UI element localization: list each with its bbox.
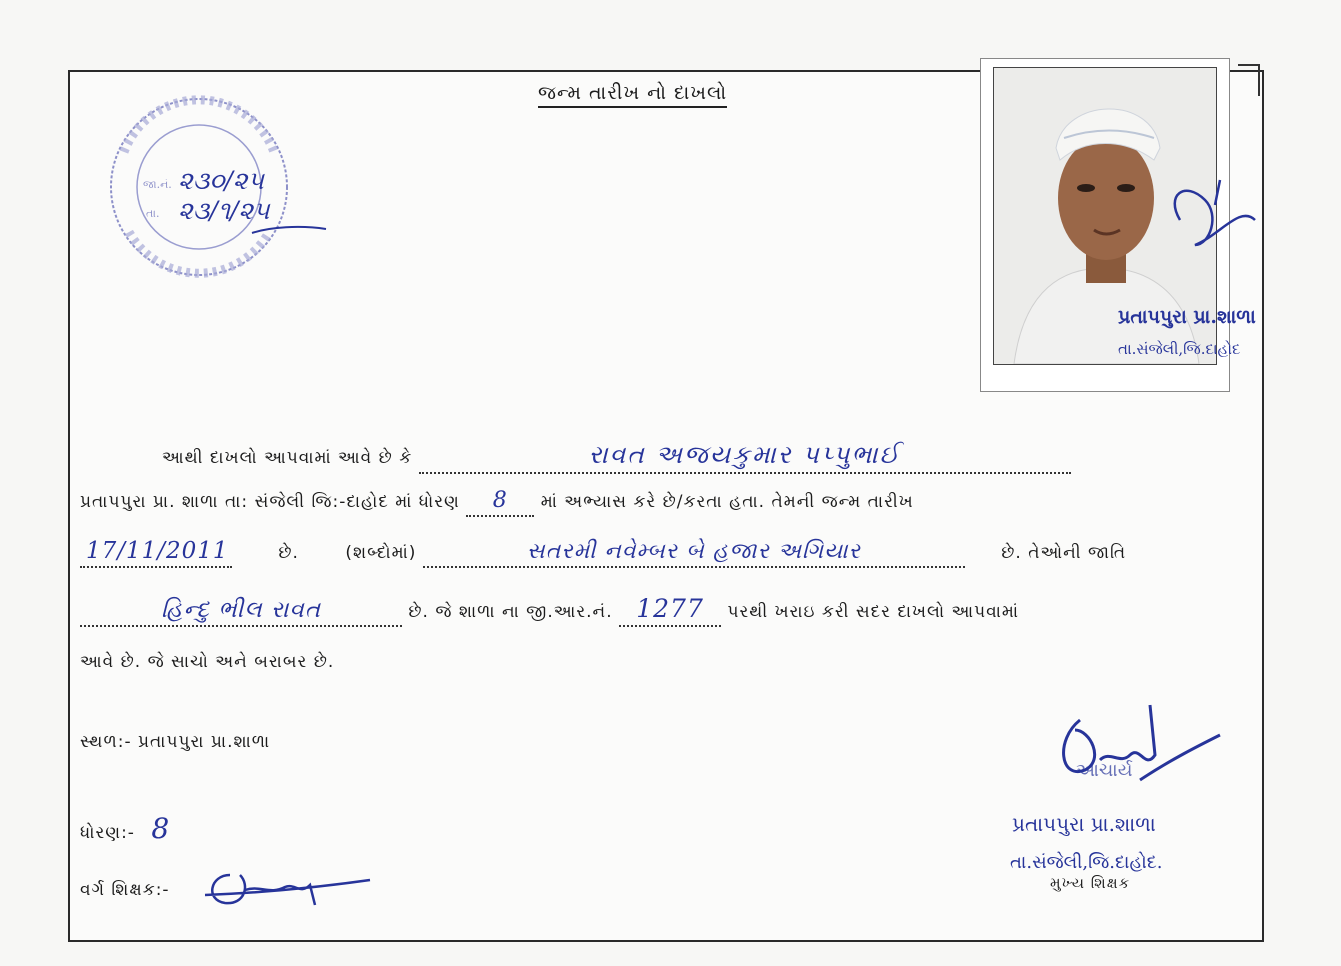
- class-teacher-row: [80, 880, 170, 900]
- dob-in-words: સતરમી નવેમ્બર બે હજાર અગિયાર: [423, 539, 965, 568]
- body-line-2: [80, 488, 914, 517]
- standard-value: 8: [466, 488, 534, 517]
- body-line-3: [80, 538, 1126, 568]
- body-line-1: [162, 440, 1071, 474]
- study-text: માં અભ્યાસ કરે છે/કરતા હતા. તેમની જન્મ તારીખ: [540, 492, 914, 512]
- body-line-4: [80, 594, 1019, 627]
- stamp-date-value: ૨૩/૧/૨૫: [178, 196, 270, 225]
- stamp-date-label: તા.: [146, 207, 160, 220]
- student-name: રાવત અજયકુમાર પપ્પુભાઈ: [419, 440, 1071, 474]
- photo-stamp-line2: તા.સંજેલી,જિ.દાહોદ: [1118, 340, 1241, 358]
- class-teacher-label: વર્ગ શિક્ષક:-: [80, 880, 170, 900]
- certificate-title: જન્મ તારીખ નો દાખલો: [538, 82, 727, 108]
- principal-signature: [1050, 700, 1230, 800]
- closing-text: આવે છે. જે સાચો અને બરાબર છે.: [80, 652, 335, 672]
- standard-row: [80, 812, 170, 845]
- principal-label: મુખ્ય શિક્ષક: [1050, 874, 1131, 892]
- intro-text: આથી દાખલો આપવામાં આવે છે કે: [162, 448, 413, 468]
- date-of-birth: 17/11/2011: [80, 538, 232, 568]
- stamp-pen-stroke: [250, 215, 330, 245]
- gr-text: છે. જે શાળા ના જી.આર.નં.: [408, 602, 613, 622]
- stamp-number-label: જા.નં.: [143, 178, 172, 191]
- class-teacher-signature: [200, 855, 380, 915]
- gr-number: 1277: [619, 594, 721, 627]
- che-text: છે.: [278, 543, 299, 563]
- verify-text: પરથી ખરાઇ કરી સદર દાખલો આપવામાં: [727, 602, 1020, 622]
- principal-stamp-line2: તા.સંજેલી,જિ.દાહોદ.: [1010, 852, 1163, 873]
- caste-label: છે. તેઓની જાતિ: [1001, 543, 1127, 563]
- in-words-label: (શબ્દોમાં): [345, 543, 417, 563]
- principal-stamp-word: આચાર્ય: [1076, 760, 1133, 781]
- photo-signature: [1160, 175, 1270, 270]
- stamp-number-value: ૨૩૦/૨૫: [178, 166, 264, 195]
- caste-value: હિન્દુ ભીલ રાવત: [80, 597, 402, 627]
- frame-corner: [1238, 64, 1260, 96]
- place-label: સ્થળ:- પ્રતાપપુરા પ્રા.શાળા: [80, 732, 271, 752]
- photo-stamp-line1: પ્રતાપપુરા પ્રા.શાળા: [1118, 306, 1256, 328]
- school-text: પ્રતાપપુરા પ્રા. શાળા તા: સંજેલી જિ:-દાહોદ માં ધોરણ: [80, 492, 460, 512]
- principal-stamp-line1: પ્રતાપપુરા પ્રા.શાળા: [1012, 812, 1156, 836]
- standard-label: ધોરણ:-: [80, 823, 135, 843]
- standard-footer-value: 8: [151, 812, 171, 845]
